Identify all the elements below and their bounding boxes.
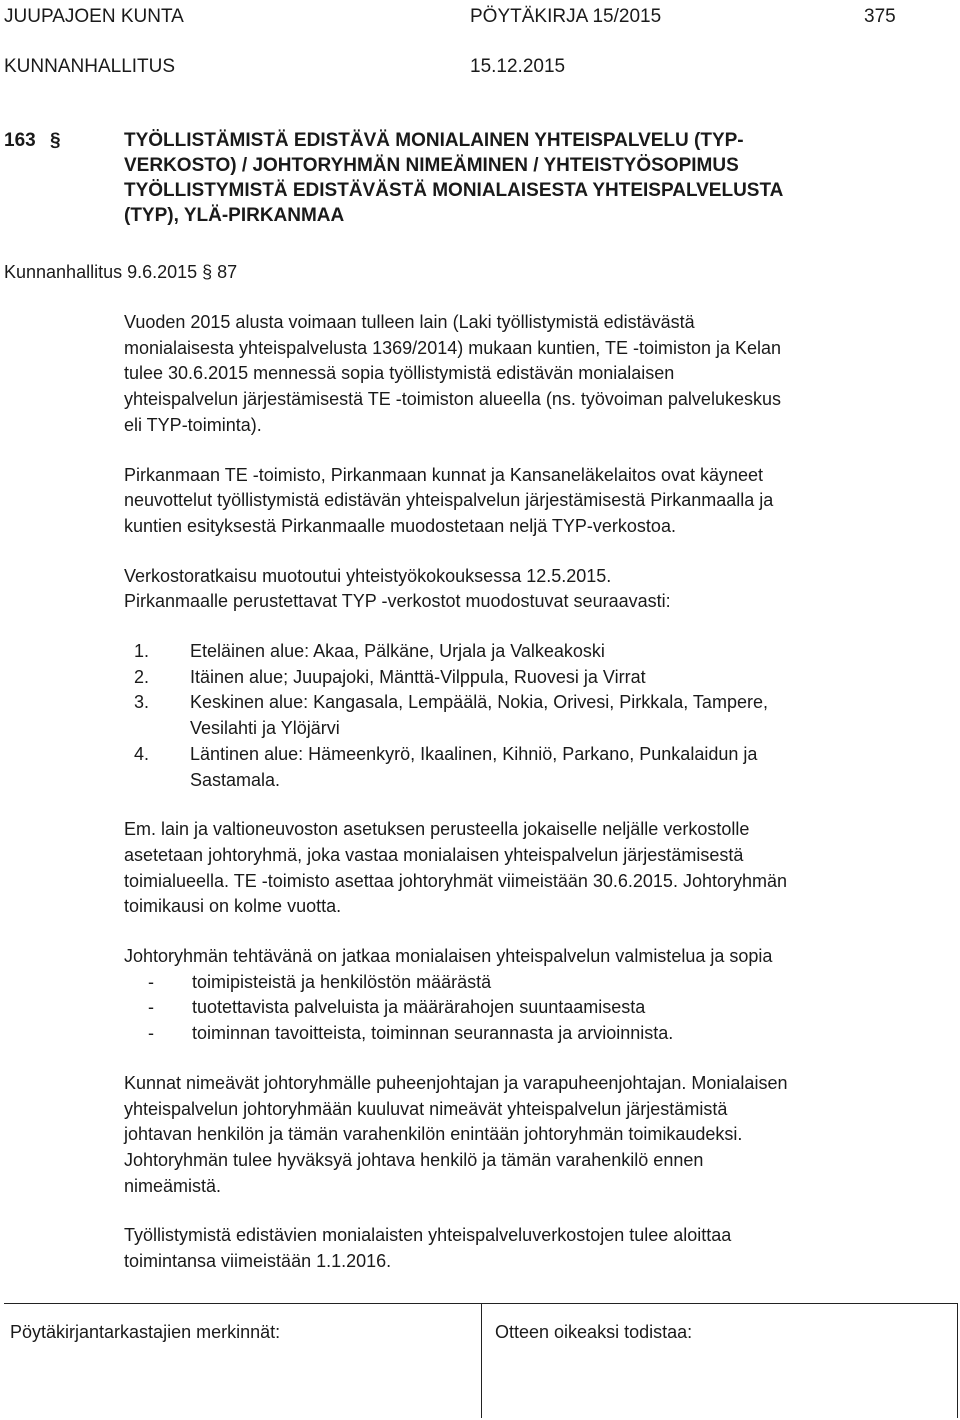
list-item: 4. Läntinen alue: Hämeenkyrö, Ikaalinen, Kihniö, Parkano, Punkalaidun ja Sastamala. bbox=[134, 743, 758, 790]
paragraph-negotiations: Pirkanmaan TE -toimisto, Pirkanmaan kunnat ja Kansaneläkelaitos ovat käyneet neuvottelut työllistymistä edistävän yhteispalvelun järjestämisestä Pirkanmaalla ja kuntien esityksestä Pirkanmaalle muodostetaan neljä TYP-verkostoa. bbox=[124, 464, 774, 536]
paragraph-network-decision: Verkostoratkaisu muotoutui yhteistyökokouksessa 12.5.2015. bbox=[124, 565, 612, 586]
list-item: - tuotettavista palveluista ja määrärahojen suuntaamisesta bbox=[148, 997, 646, 1018]
document-body bbox=[124, 310, 934, 1299]
board-name: KUNNANHALLITUS bbox=[4, 56, 176, 77]
list-item: - toiminnan tavoitteista, toiminnan seurannasta ja arvioinnista. bbox=[148, 1023, 674, 1044]
list-item: 3. Keskinen alue: Kangasala, Lempäälä, Nokia, Orivesi, Pirkkala, Tampere, Vesilahti ja Ylöjärvi bbox=[134, 692, 768, 739]
meeting-date: 15.12.2015 bbox=[470, 56, 566, 77]
page-number: 375 bbox=[864, 6, 896, 27]
paragraph-chair-appointment: Kunnat nimeävät johtoryhmälle puheenjohtajan ja varapuheenjohtajan. Monialaisen yhteispalvelun johtoryhmään kuuluvat nimeävät yhteispalvelun järjestämistä johtavan henkilön ja tämän varahenkilön enintään johtoryhmän toimikaudeksi. Johtoryhmän tulee hyväksyä johtava henkilö ja tämän varahenkilö ennen nimeämistä. bbox=[124, 1072, 788, 1196]
document-id: PÖYTÄKIRJA 15/2015 bbox=[470, 6, 662, 27]
regions-list bbox=[124, 639, 934, 793]
municipality-name: JUUPAJOEN KUNTA bbox=[4, 6, 184, 27]
tasks-list bbox=[124, 970, 934, 1047]
page-header bbox=[4, 4, 904, 77]
paragraph-law-background: Vuoden 2015 alusta voimaan tulleen lain (Laki työllistymistä edistävästä monialaisesta yhteispalvelusta 1369/2014) mukaan kuntien, TE -toimiston ja Kelan tulee 30.6.2015 mennessä sopia työllistymistä edistävän monialaisen yhteispalvelun järjestämisestä TE -toimiston alueella (ns. työvoiman palvelukeskus eli TYP-toiminta). bbox=[124, 312, 782, 435]
paragraph-start-deadline: Työllistymistä edistävien monialaisten yhteispalveluverkostojen tulee aloittaa toimintansa viimeistään 1.1.2016. bbox=[124, 1225, 732, 1272]
paragraph-steering-group: Em. lain ja valtioneuvoston asetuksen perusteella jokaiselle neljälle verkostolle asetetaan johtoryhmä, joka vastaa monialaisen yhteispalvelun järjestämisestä toimialueella. TE -toimisto asettaa johtoryhmät viimeistään 30.6.2015. Johtoryhmän toimikausi on kolme vuotta. bbox=[124, 819, 788, 917]
reviewers-notes-label: Pöytäkirjantarkastajien merkinnät: bbox=[10, 1322, 281, 1342]
reviewers-notes-cell bbox=[4, 1304, 482, 1418]
section-title: TYÖLLISTÄMISTÄ EDISTÄVÄ MONIALAINEN YHTEISPALVELU (TYP- VERKOSTO) / JOHTORYHMÄN NIMEÄMINEN / YHTEISTYÖSOPIMUS TYÖLLISTYMISTÄ EDISTÄVÄSTÄ MONIALAISESTA YHTEISPALVELUSTA (TYP), YLÄ-PIRKANMAA bbox=[124, 130, 784, 226]
section-sign: § bbox=[50, 130, 61, 151]
paragraph-network-intro: Pirkanmaalle perustettavat TYP -verkostot muodostuvat seuraavasti: bbox=[124, 591, 671, 612]
certification-label: Otteen oikeaksi todistaa: bbox=[495, 1322, 693, 1342]
previous-meeting-reference: Kunnanhallitus 9.6.2015 § 87 bbox=[4, 262, 238, 282]
list-item: - toimipisteistä ja henkilöstön määrästä bbox=[148, 971, 492, 992]
list-item: 1. Eteläinen alue: Akaa, Pälkäne, Urjala ja Valkeakoski bbox=[134, 641, 605, 662]
list-item: 2. Itäinen alue; Juupajoki, Mänttä-Vilppula, Ruovesi ja Virrat bbox=[134, 666, 646, 687]
certification-cell bbox=[482, 1304, 958, 1418]
footer-signature-table bbox=[4, 1303, 958, 1418]
section-number: 163 bbox=[4, 130, 36, 151]
paragraph-tasks-intro: Johtoryhmän tehtävänä on jatkaa monialaisen yhteispalvelun valmistelua ja sopia bbox=[124, 946, 773, 967]
